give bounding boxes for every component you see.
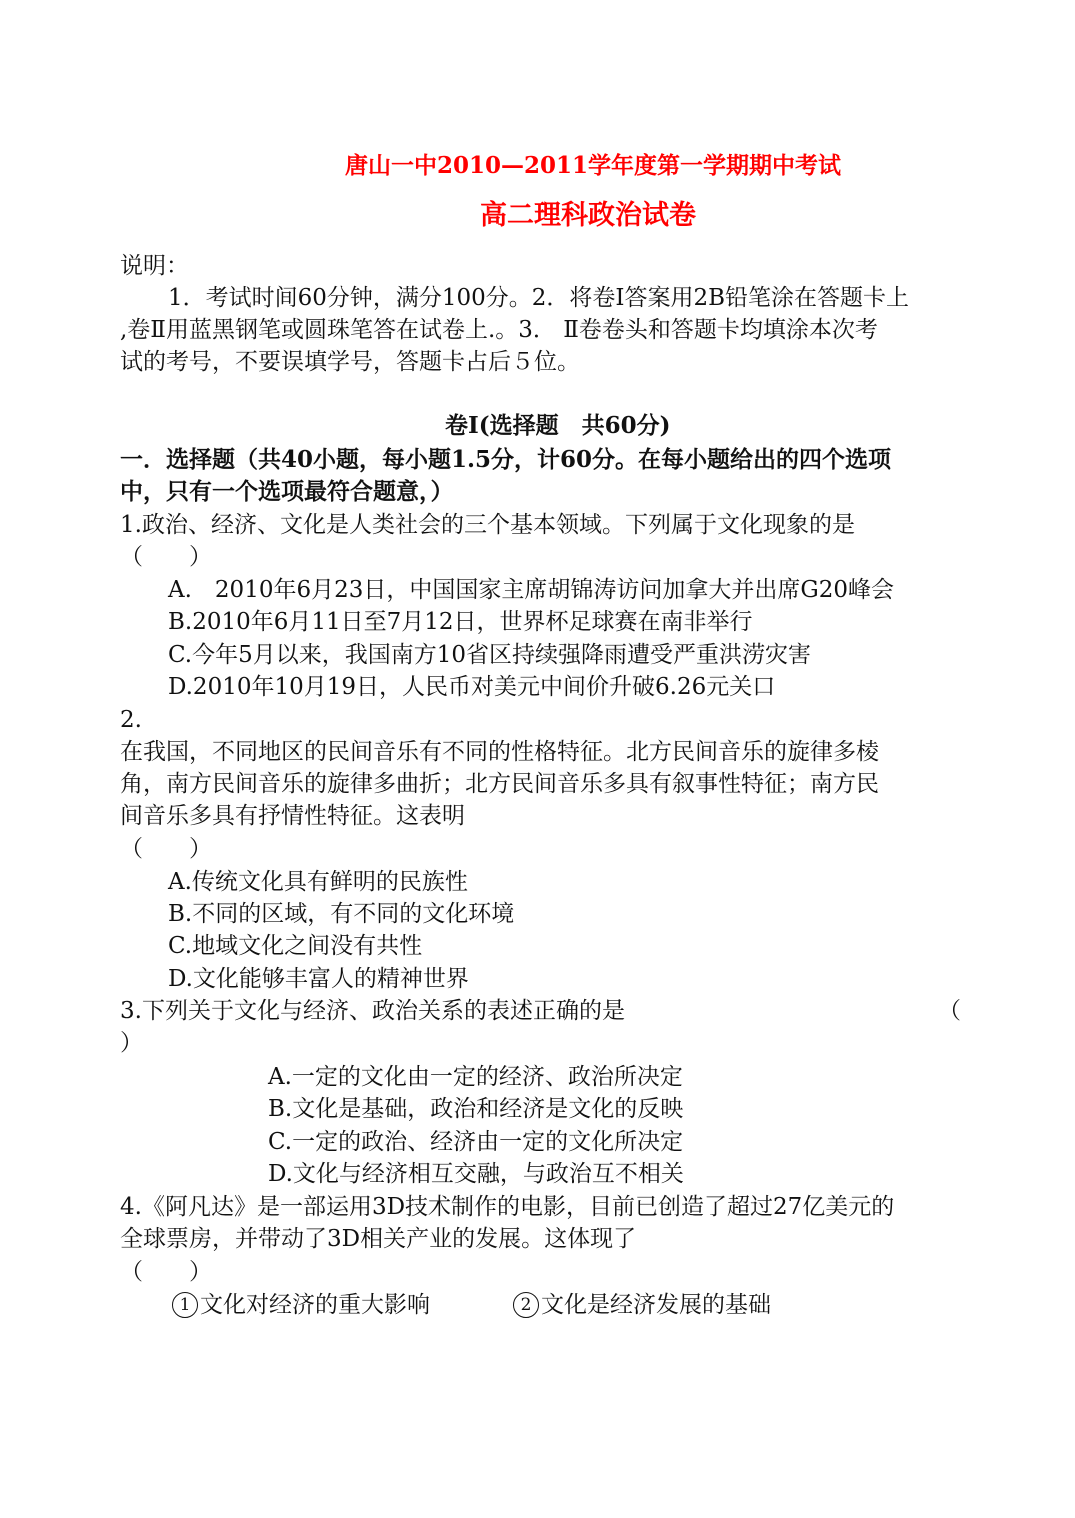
q3-option-b: B.文化是基础，政治和经济是文化的反映: [268, 1096, 684, 1122]
q2-option-b: B.不同的区域，有不同的文化环境: [168, 901, 515, 927]
q1-stem: 1.政治、经济、文化是人类社会的三个基本领域。下列属于文化现象的是: [120, 512, 855, 538]
q2-number: 2.: [120, 707, 142, 733]
q4-choice-2-text: 文化是经济发展的基础: [541, 1292, 771, 1318]
q2-option-c: C.地域文化之间没有共性: [168, 933, 423, 959]
q3-stem: 3.下列关于文化与经济、政治关系的表述正确的是: [120, 998, 625, 1024]
exam-subtitle: 高二理科政治试卷: [480, 200, 696, 231]
q1-option-c: C.今年5月以来，我国南方10省区持续强降雨遭受严重洪涝灾害: [168, 642, 811, 668]
q2-stem-3: 间音乐多具有抒情性特征。这表明: [120, 803, 465, 829]
q2-option-d: D.文化能够丰富人的精神世界: [168, 966, 469, 992]
q4-choice-1-text: 文化对经济的重大影响: [200, 1292, 430, 1318]
q3-option-c: C.一定的政治、经济由一定的文化所决定: [268, 1129, 684, 1155]
section-instructions-2: 中，只有一个选项最符合题意，）: [120, 478, 454, 505]
q4-stem-1: 4.《阿凡达》是一部运用3D技术制作的电影，目前已创造了超过27亿美元的: [120, 1194, 895, 1220]
q1-answer-bracket: （ ）: [120, 544, 212, 570]
q1-option-d: D.2010年10月19日，人民币对美元中间价升破6.26元关口: [168, 674, 776, 700]
section-instructions-1: 一．选择题（共40小题，每小题1.5分，计60分。在每小题给出的四个选项: [120, 446, 892, 473]
q1-option-b: B.2010年6月11日至7月12日，世界杯足球赛在南非举行: [168, 609, 753, 635]
section-heading: 卷Ⅰ(选择题 共60分): [445, 412, 671, 439]
q1-option-a: A. 2010年6月23日，中国国家主席胡锦涛访问加拿大并出席G20峰会: [168, 577, 894, 603]
circled-number-1: 1: [172, 1292, 198, 1318]
q2-stem-2: 角，南方民间音乐的旋律多曲折；北方民间音乐多具有叙事性特征；南方民: [120, 771, 879, 797]
q2-answer-bracket: （ ）: [120, 836, 212, 862]
circled-number-2: 2: [513, 1292, 539, 1318]
notes-line-1: 1．考试时间60分钟，满分100分。2．将卷Ⅰ答案用2B铅笔涂在答题卡上: [168, 285, 910, 311]
q3-bracket-close: ）: [120, 1030, 143, 1056]
q4-choice-1: [172, 1289, 430, 1321]
notes-line-3: 试的考号，不要误填学号，答题卡占后５位。: [120, 349, 580, 375]
notes-label: 说明：: [120, 253, 189, 279]
q3-bracket-open: （: [938, 998, 961, 1024]
q2-stem-1: 在我国，不同地区的民间音乐有不同的性格特征。北方民间音乐的旋律多棱: [120, 739, 879, 765]
q4-answer-bracket: （ ）: [120, 1259, 212, 1285]
q3-option-a: A.一定的文化由一定的经济、政治所决定: [268, 1064, 683, 1090]
notes-line-2: ,卷Ⅱ用蓝黑钢笔或圆珠笔答在试卷上.。3． Ⅱ卷卷头和答题卡均填涂本次考: [120, 317, 878, 343]
q4-stem-2: 全球票房，并带动了3D相关产业的发展。这体现了: [120, 1226, 637, 1252]
q3-option-d: D.文化与经济相互交融，与政治互不相关: [268, 1161, 684, 1187]
q4-choice-2: [513, 1289, 771, 1321]
q2-option-a: A.传统文化具有鲜明的民族性: [168, 869, 468, 895]
exam-title: 唐山一中2010—2011学年度第一学期期中考试: [345, 152, 842, 179]
